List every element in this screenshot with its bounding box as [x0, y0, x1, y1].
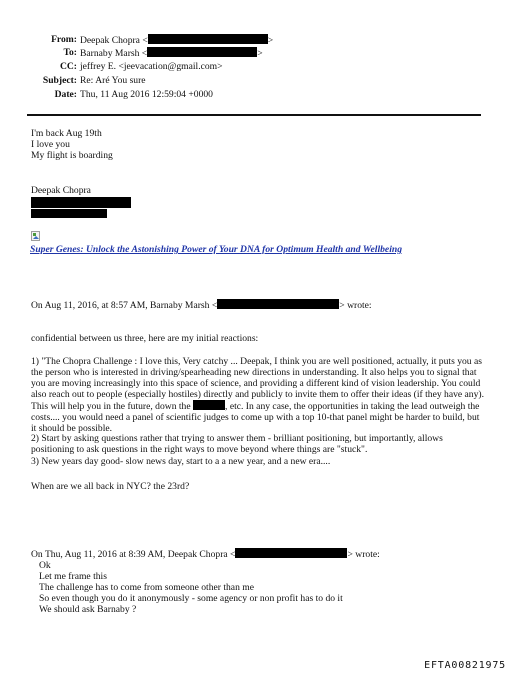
quote2-attribution-post: > wrote:	[347, 549, 380, 560]
quote1-attribution-pre: On Aug 11, 2016, at 8:57 AM, Barnaby Marsh <	[31, 300, 218, 311]
to-row	[0, 47, 263, 59]
reply-line: I love you	[31, 139, 70, 150]
quote1-point-1-text: 1) "The Chopra Challenge : I love this, Very catchy ... Deepak, I think you are well positioned, actually, it puts you as the person who is interested in driving/spearheading new directions in understanding. It also helps you to signal that you are moving increasingly into this space of science, and providing a different kind of vision leadership. You could also reach out to people (especially hostiles) directly and publicly to invite them to offer their ideas (if they have any). This will help you in the future, down the	[31, 356, 484, 412]
from-row	[0, 34, 274, 46]
quote1-question: When are we all back in NYC? the 23rd?	[31, 481, 190, 492]
redaction-bar	[217, 299, 339, 309]
header-divider	[27, 114, 481, 116]
redaction-bar	[235, 548, 347, 558]
redaction-bar	[148, 34, 268, 44]
quote2-line: The challenge has to come from someone other than me	[39, 582, 254, 593]
broken-image-icon	[31, 231, 41, 241]
reply-line: My flight is boarding	[31, 150, 113, 161]
quote2-line: Ok	[39, 560, 51, 571]
date-row	[0, 89, 250, 101]
quote1-attribution-post: > wrote:	[339, 300, 372, 311]
document-id: EFTA00821975	[424, 660, 506, 671]
reply-line: I'm back Aug 19th	[31, 128, 102, 139]
date-value: Thu, 11 Aug 2016 12:59:04 +0000	[80, 89, 213, 100]
quote2-line: We should ask Barnaby ?	[39, 604, 137, 615]
cc-value: jeffrey E. <jeevacation@gmail.com>	[80, 61, 223, 72]
cc-label: CC:	[59, 61, 77, 72]
to-value: Barnaby Marsh <	[80, 48, 148, 59]
book-link[interactable]: Super Genes: Unlock the Astonishing Power of Your DNA for Optimum Health and Wellbeing	[30, 244, 402, 255]
reply-body	[31, 128, 113, 161]
from-value: Deepak Chopra <	[80, 35, 148, 46]
quote1-point-1-text-cont: , etc. In any case, the opportunities in taking the lead outweigh the costs.... you would need a panel of scientific judges to come up with a top 10-that panel might be harder to build, but it should be possible.	[31, 401, 480, 434]
subject-label: Subject:	[42, 75, 77, 86]
quote1-intro: confidential between us three, here are my initial reactions:	[31, 333, 259, 344]
subject-row	[0, 75, 250, 87]
quote2-line: So even though you do it anonymously - some agency or non profit has to do it	[39, 593, 343, 604]
quote1-point-3: 3) New years day good- slow news day, start to a a new year, and a new era....	[31, 456, 331, 467]
to-label: To:	[63, 47, 77, 58]
quote1-point-2: 2) Start by asking questions rather that trying to answer them - brilliant positioning, but importantly, allows positioning to ask questions in the right ways to move beyond where things are "stuck".	[31, 433, 443, 455]
redaction-bar	[31, 197, 131, 208]
to-close: >	[257, 48, 263, 59]
quote2-attribution	[31, 548, 380, 560]
quote1-point-1	[31, 356, 486, 434]
date-label: Date:	[54, 89, 77, 100]
signature-name: Deepak Chopra	[31, 185, 91, 196]
redaction-bar	[147, 47, 257, 57]
redaction-bar	[193, 400, 225, 410]
cc-row	[0, 61, 250, 73]
quote2-body	[39, 560, 343, 615]
from-close: >	[267, 35, 274, 46]
quote2-line: Let me frame this	[39, 571, 107, 582]
redaction-bar	[31, 209, 107, 218]
from-label: From:	[51, 34, 77, 45]
quote1-attribution	[31, 299, 372, 311]
quote2-attribution-pre: On Thu, Aug 11, 2016 at 8:39 AM, Deepak Chopra <	[31, 549, 236, 560]
subject-value: Re: Aré You sure	[80, 75, 146, 86]
